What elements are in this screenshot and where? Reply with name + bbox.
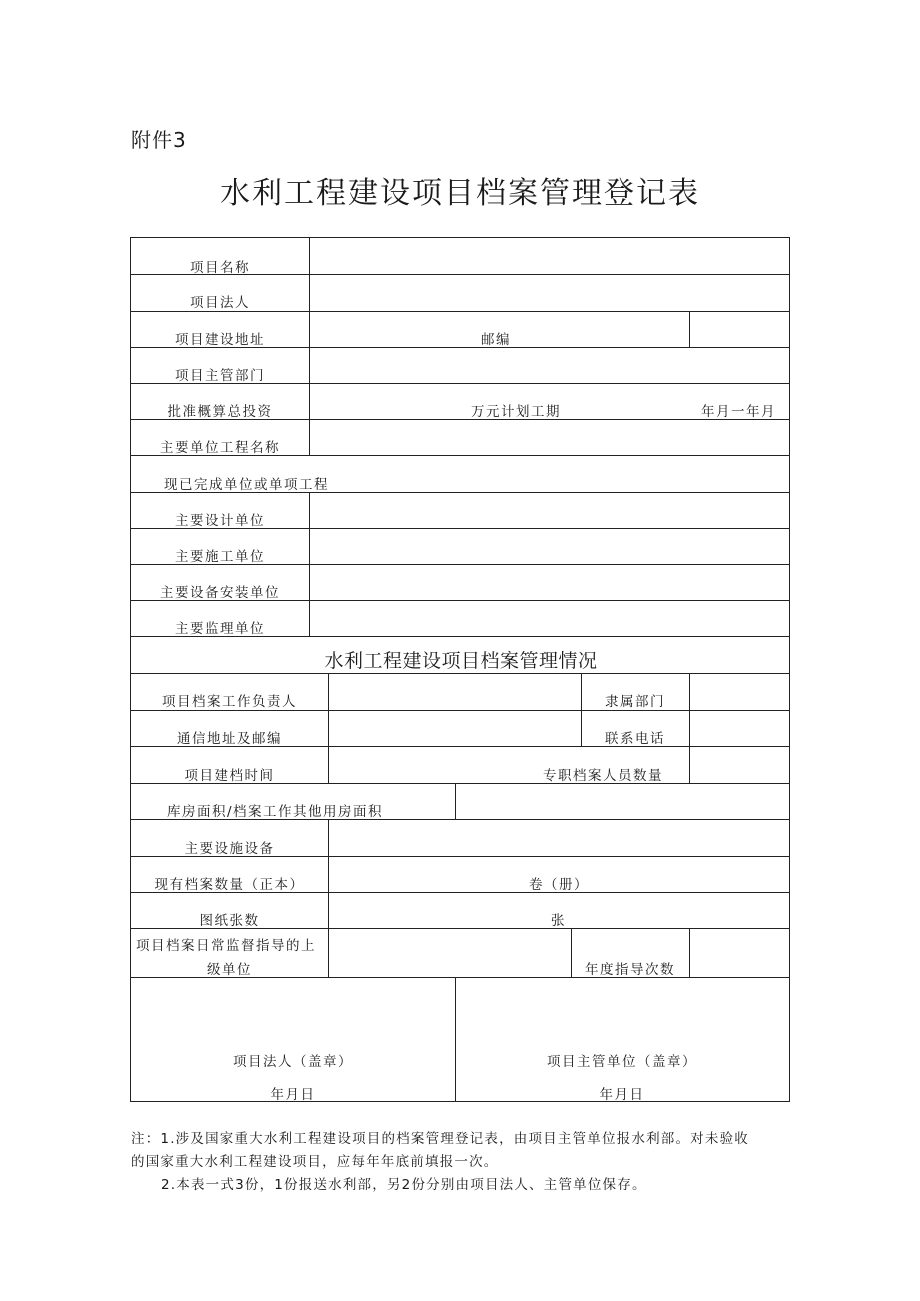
label-address-postcode: 通信地址及邮编 bbox=[177, 731, 282, 747]
column-divider bbox=[689, 311, 690, 347]
label-project-legal-person: 项目法人 bbox=[190, 295, 250, 311]
attachment-label: 附件3 bbox=[131, 128, 187, 152]
label-sheet-unit: 张 bbox=[551, 913, 566, 929]
label-competent-department: 项目主管部门 bbox=[175, 368, 265, 384]
footnotes bbox=[131, 1128, 793, 1197]
label-year-month-range: 年月一年月 bbox=[701, 404, 776, 420]
column-divider bbox=[309, 238, 310, 455]
label-supervising-unit-line2: 级单位 bbox=[207, 962, 252, 978]
row-divider bbox=[131, 311, 789, 312]
label-main-unit-project-name: 主要单位工程名称 bbox=[160, 440, 280, 456]
form-title: 水利工程建设项目档案管理登记表 bbox=[220, 176, 700, 211]
label-volume-unit: 卷（册） bbox=[529, 877, 589, 893]
column-divider bbox=[455, 783, 456, 819]
label-affiliated-department: 隶属部门 bbox=[605, 694, 665, 710]
label-project-name: 项目名称 bbox=[190, 260, 250, 276]
label-wan-yuan-plan-period: 万元计划工期 bbox=[471, 404, 561, 420]
label-design-unit: 主要设计单位 bbox=[175, 513, 265, 529]
label-legal-person-seal: 项目法人（盖章） bbox=[233, 1054, 353, 1070]
label-main-facilities: 主要设施设备 bbox=[184, 841, 275, 857]
column-divider bbox=[689, 928, 690, 977]
registration-form-table bbox=[130, 237, 790, 1102]
column-divider bbox=[689, 673, 690, 783]
column-divider bbox=[328, 819, 329, 977]
column-divider bbox=[309, 492, 310, 636]
column-divider bbox=[328, 673, 329, 783]
label-supervision-unit: 主要监理单位 bbox=[175, 621, 265, 637]
note-line-2: 的国家重大水利工程建设项目，应每年年底前填报一次。 bbox=[131, 1154, 499, 1170]
label-competent-unit-seal: 项目主管单位（盖章） bbox=[547, 1054, 697, 1070]
label-equipment-install-unit: 主要设备安装单位 bbox=[160, 585, 280, 601]
label-construction-unit: 主要施工单位 bbox=[175, 549, 265, 565]
section-title: 水利工程建设项目档案管理情况 bbox=[324, 650, 598, 672]
note-line-3: 2.本表一式3份，1份报送水利部，另2份分别由项目法人、主管单位保存。 bbox=[161, 1177, 647, 1193]
label-project-address: 项目建设地址 bbox=[175, 332, 265, 348]
label-annual-guidance: 年度指导次数 bbox=[585, 962, 675, 978]
label-completed-units: 现已完成单位或单项工程 bbox=[164, 477, 329, 493]
label-legal-person-date: 年月日 bbox=[270, 1087, 316, 1103]
label-responsible-person: 项目档案工作负责人 bbox=[162, 694, 297, 710]
label-approved-investment: 批准概算总投资 bbox=[167, 404, 273, 420]
label-postcode: 邮编 bbox=[481, 332, 511, 348]
row-divider bbox=[131, 673, 789, 674]
label-phone: 联系电话 bbox=[605, 731, 665, 747]
note-line-1: 注：1.涉及国家重大水利工程建设项目的档案管理登记表，由项目主管单位报水利部。对未验收 bbox=[131, 1131, 749, 1147]
row-divider bbox=[131, 710, 789, 711]
label-archive-quantity: 现有档案数量（正本） bbox=[154, 877, 305, 893]
label-staff-count: 专职档案人员数量 bbox=[543, 768, 663, 784]
label-supervising-unit: 项目档案日常监督指导的上 bbox=[136, 938, 316, 954]
label-drawings: 图纸张数 bbox=[199, 913, 260, 929]
label-storage-area: 库房面积/档案工作其他用房面积 bbox=[167, 804, 384, 820]
label-competent-unit-date: 年月日 bbox=[599, 1087, 645, 1103]
label-archive-time: 项目建档时间 bbox=[184, 768, 275, 784]
